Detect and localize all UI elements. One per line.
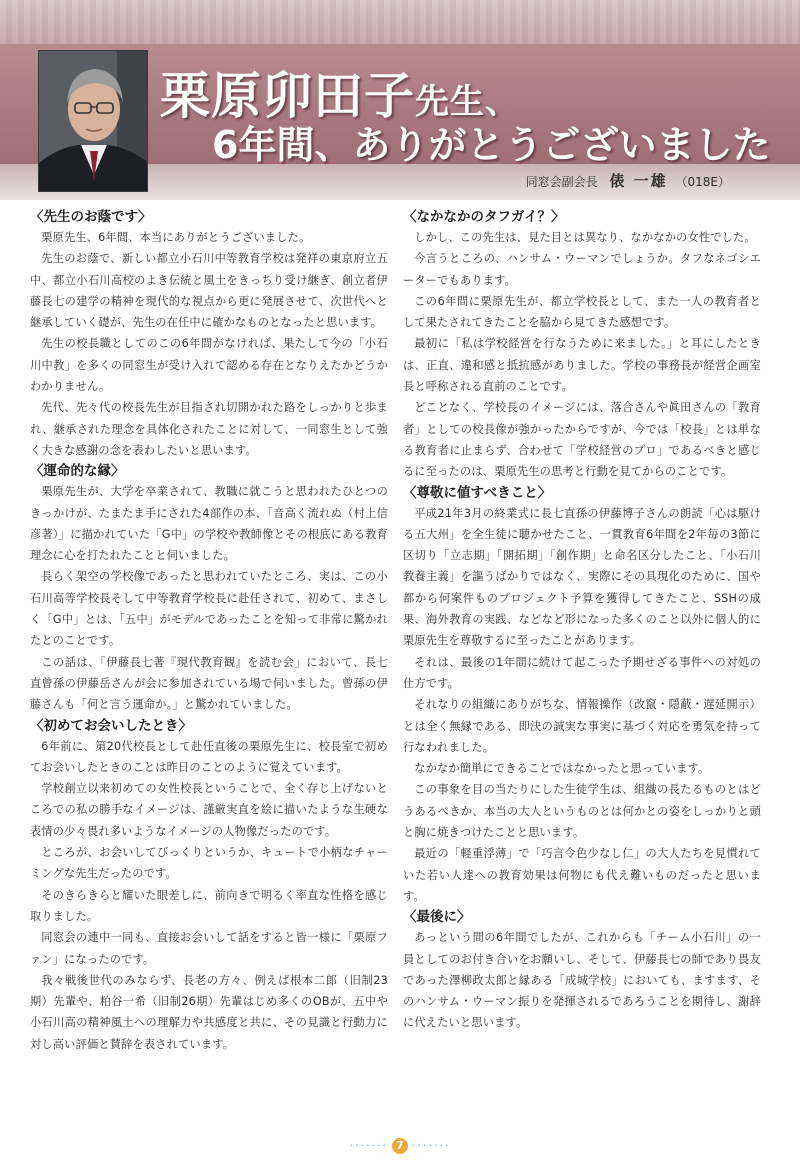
body-paragraph: それは、最後の1年間に続けて起こった予期せざる事件への対処の仕方です。: [403, 655, 761, 690]
page-number: 7: [392, 1138, 408, 1154]
body-paragraph: 栗原先生が、大学を卒業されて、教職に就こうと思われたひとつのきっかけが、たまたま手にされた4部作の本、「音高く流れぬ（村上信彦著）」に描かれていた「G中」の学校や教師像とその根底にある教育理念に心を打たれたことと伺いました。: [30, 485, 388, 563]
body-paragraph: 栗原先生、6年間、本当にありがとうございました。: [41, 231, 311, 244]
footer-dots-right: ·······: [412, 1139, 451, 1152]
footer-dots-left: ·······: [349, 1139, 388, 1152]
body-paragraph: 先生のお蔭で、新しい都立小石川中等教育学校は発祥の東京府立五中、都立小石川高校のよき伝統と風土をきっちり受け継ぎ、創立者伊藤長七の建学の精神を現代的な視点から更に発展させて、次世代へと継承していく礎が、先生の在任中に確かなものとなったと思います。: [30, 252, 388, 330]
header-texture: [0, 0, 800, 44]
body-paragraph: どことなく、学校長のイメージには、落合さんや眞田さんの「教育者」としての校長像が強かったからですが、今では「校長」とは単なる教育者に止まらず、合わせて「学校経営のプロ」であるべきと感じるに至ったのは、栗原先生の思考と行動を見てからのことです。: [403, 401, 761, 479]
body-paragraph: 最近の「軽重浮薄」で「巧言令色少なし仁」の大人たちを見慣れていた若い人達への教育効果は何物にも代え難いものだったと思います。: [403, 847, 761, 903]
article-title-line2: 6年間、ありがとうございました: [212, 123, 771, 167]
byline-author: 俵 一雄: [609, 172, 668, 190]
body-paragraph: それなりの組織にありがちな、情報操作（改竄・隠蔽・遅延開示）とは全く無縁である、即決の誠実な事実に基づく対応を勇気を持って行なわれました。: [403, 698, 761, 754]
body-paragraph: あっという間の6年間でしたが、これからも「チーム小石川」の一員としてのお付き合いをお願いし、そして、伊藤長七の師であり畏友であった澤柳政太郎と縁ある「成城学校」においても、ますます、そのハンサム・ウーマン振りを発揮されるであろうことを期待し、謝辞に代えたいと思います。: [403, 931, 761, 1030]
body-paragraph: この話は、「伊藤長七著『現代教育観』を読む会」において、長七直曾孫の伊藤岳さんが会に参加されている場で伺いました。曾孫の伊藤さんも「何と言う運命か。」と驚かれていました。: [30, 655, 388, 712]
body-paragraph: 同窓会の連中一同も、直接お会いして話をすると皆一様に「栗原ファン」になったのです。: [30, 931, 388, 966]
body-paragraph: 先代、先々代の校長先生が目指され切開かれた路をしっかりと歩まれ、継承された理念を具体化されたことに対して、一同窓生として強く大きな感謝の念を表わしたいと思います。: [30, 401, 388, 457]
right-column: [403, 207, 761, 1034]
body-paragraph: 今言うところの、ハンサム・ウーマンでしょうか。タフなネゴシエーターでもあります。: [403, 252, 761, 287]
body-paragraph: 6年前に、第20代校長として赴任直後の栗原先生に、校長室で初めてお会いしたときのことは昨日のことのように覚えています。: [30, 739, 388, 774]
body-paragraph: 我々戦後世代のみならず、長老の方々、例えば根本二郎（旧制23期）先輩や、粕谷一希（旧制26期）先輩はじめ多くのOBが、五中や小石川高の精神風土への理解力や共感度と共に、その見識と行動力に対し高い評価と賛辞を表されています。: [30, 973, 388, 1051]
section-heading: 〈運命的な縁〉: [30, 463, 125, 480]
title-suffix: 先生、: [415, 82, 520, 122]
byline: [526, 170, 730, 191]
page-footer: [0, 1138, 800, 1154]
body-paragraph: この事象を目の当たりにした生徒学生は、組織の長たるものとはどうあるべきか、本当の大人というものとは何かとの姿をしっかりと頭と胸に焼きつけたことと思います。: [403, 783, 761, 840]
body-paragraph: 先生の校長職としてのこの6年間がなければ、果たして今の「小石川中教」を多くの同窓生が受け入れて認める存在となりえたかどうかわかりません。: [30, 337, 388, 394]
article-header: [0, 0, 800, 200]
body-paragraph: 学校創立以来初めての女性校長ということで、全く存じ上げないところでの私の勝手なイメージは、謹厳実直を絵に描いたような生硬な表情の少々畏れ多いようなイメージの人物像だったのです。: [30, 782, 388, 838]
body-paragraph: 長らく架空の学校像であったと思われていたところ、実は、この小石川高等学校長そして中等教育学校長に赴任されて、初めて、まさしく「G中」とは、「五中」がモデルであったことを知って非常に驚かれたとのことです。: [30, 570, 388, 648]
body-paragraph: 平成21年3月の終業式に長七直孫の伊藤博子さんの朗読「心は駆ける五大州」を全生徒に聴かせたこと、一貫教育6年間を2年毎の3節に区切り「立志期」「開拓期」「創作期」と命名区分したこと、「小石川教養主義」を謳うばかりではなく、実際にその具現化のために、国や都から何案件ものプロジェクト予算を獲得してきたこと、SSHの成果、海外教育の実践、などなど形になった多くのこと以外に個人的に栗原先生を尊敬するに至ったことがあります。: [403, 506, 761, 648]
byline-role: 同窓会副会長: [525, 175, 598, 189]
body-paragraph: そのきらきらと耀いた眼差しに、前向きで明るく率直な性格を感じ取りました。: [30, 888, 388, 923]
body-paragraph: 最初に「私は学校経営を行なうために来ました。」と耳にしたときは、正直、違和感と抵抗感がありました。学校の事務長が経営企画室長と呼称される直前のことです。: [403, 337, 761, 394]
body-paragraph: なかなか簡単にできることではなかったと思っています。: [414, 762, 710, 776]
body-paragraph: この6年間に栗原先生が、都立学校長として、また一人の教育者として果たされてきたことを脇から見てきた感想です。: [403, 294, 761, 330]
title-name: 栗原卯田子: [160, 67, 415, 125]
left-column: [30, 207, 388, 1055]
author-portrait-photo: [38, 50, 148, 192]
body-paragraph: しかし、この先生は、見た目とは異なり、なかなかの女性でした。: [414, 231, 756, 244]
section-heading: 〈尊敬に値すべきこと〉: [403, 484, 552, 501]
article-body: [30, 207, 775, 1127]
byline-generation: （018E）: [675, 175, 730, 189]
section-heading: 〈先生のお蔭です〉: [30, 209, 152, 225]
section-heading: 〈最後に〉: [403, 909, 471, 926]
body-paragraph: ところが、お会いしてびっくりというか、キュートで小柄なチャーミングな先生だったのです。: [30, 846, 388, 881]
section-heading: 〈初めてお会いしたとき〉: [30, 717, 192, 734]
section-heading: 〈なかなかのタフガイ？〉: [403, 209, 565, 225]
